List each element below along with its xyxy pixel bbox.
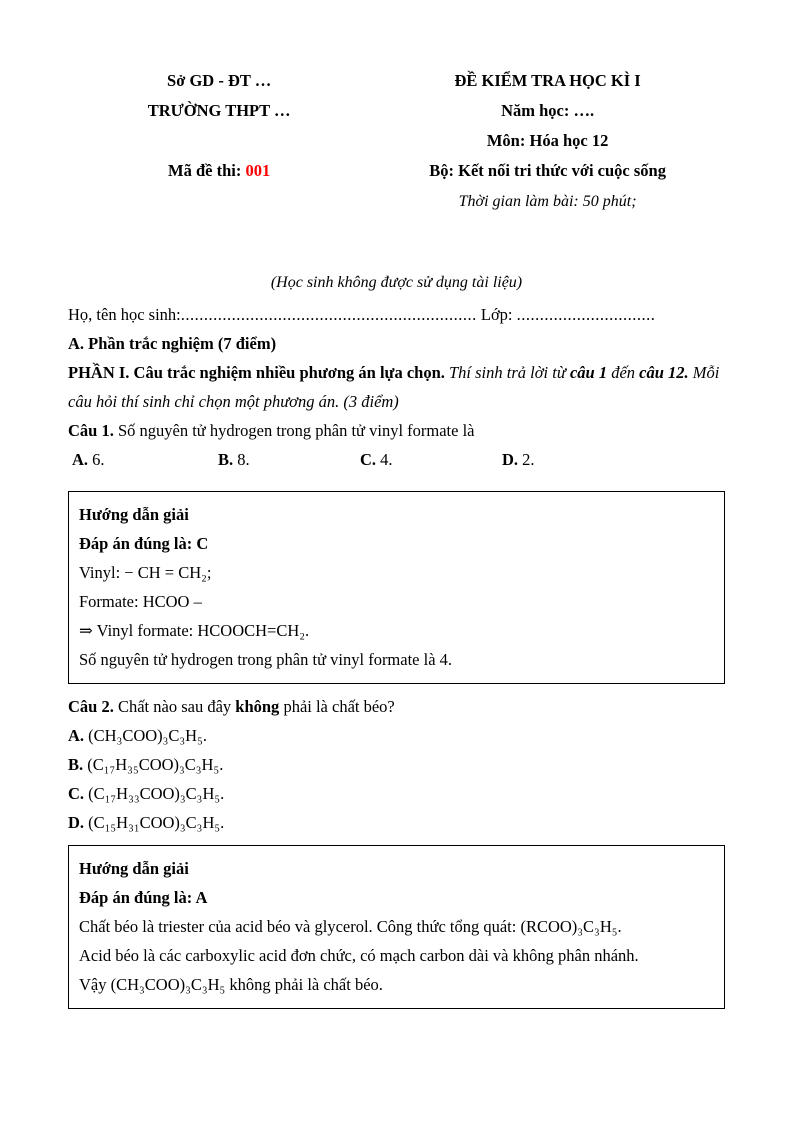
part-1-instr-3: Mỗi câu hỏi thí sinh chỉ chọn một phương án. (3 điểm): [68, 363, 720, 411]
question-2-stem: [68, 692, 728, 721]
school-year-line: Năm học: ….: [501, 101, 595, 120]
question-1-stem: [68, 416, 728, 445]
solution-line: Chất béo là triester của acid béo và glycerol. Công thức tổng quát: (RCOO)₃C₃H₅.: [79, 917, 622, 936]
solution-line: Acid béo là các carboxylic acid đơn chức, có mạch carbon dài và không phân nhánh.: [79, 946, 639, 965]
question-2-option-d[interactable]: [68, 808, 728, 837]
question-2-text-emphasis: không: [235, 697, 280, 716]
class-label: Lớp:: [480, 305, 513, 324]
student-name-dots: ................................................................: [180, 305, 477, 324]
exam-body: [68, 300, 728, 474]
option-letter: D.: [68, 813, 85, 832]
option-value: (C₁₅H₃₁COO)₃C₃H₅.: [88, 813, 225, 832]
header-row-4: [68, 156, 725, 186]
option-value: 4.: [380, 450, 393, 469]
option-value: 8.: [237, 450, 250, 469]
header-row-2: [68, 96, 725, 126]
header-row-1: [68, 66, 725, 96]
part-1-instr-1: Thí sinh trả lời từ: [449, 363, 566, 382]
header-row-5: [68, 186, 725, 217]
exam-title: ĐỀ KIỂM TRA HỌC KÌ I: [454, 71, 641, 90]
option-letter: B.: [218, 450, 234, 469]
header-row-3: [68, 126, 725, 156]
section-part-a: A. Phần trắc nghiệm (7 điểm): [68, 334, 277, 353]
question-2-text-post: phải là chất béo?: [283, 697, 395, 716]
question-1-option-b[interactable]: [218, 445, 250, 474]
question-2-option-b[interactable]: [68, 750, 728, 779]
school-department-line: Sở GD - ĐT …: [167, 71, 272, 90]
option-value: (CH₃COO)₃C₃H₅.: [88, 726, 207, 745]
option-value: (C₁₇H₃₃COO)₃C₃H₅.: [88, 784, 225, 803]
student-info-row: [68, 300, 728, 329]
duration-line: Thời gian làm bài: 50 phút;: [458, 193, 637, 210]
solution-answer-label: Đáp án đúng là: A: [79, 888, 208, 907]
solution-line: Vinyl: − CH = CH₂;: [79, 563, 212, 582]
part-1-heading: PHẦN I. Câu trắc nghiệm nhiều phương án lựa chọn.: [68, 363, 445, 382]
question-2-number: Câu 2.: [68, 697, 114, 716]
solution-line: Vậy (CH₃COO)₃C₃H₅ không phải là chất béo.: [79, 975, 383, 994]
question-2-text-pre: Chất nào sau đây: [117, 697, 232, 716]
part-1-range-start: câu 1: [569, 363, 608, 382]
question-1-solution-box: [68, 491, 725, 684]
student-name-label: Họ, tên học sinh:: [68, 305, 181, 324]
exam-code-line: [68, 156, 370, 186]
question-1-text: Số nguyên tử hydrogen trong phân tử vinyl formate là: [117, 421, 475, 440]
header-spacer-2: [68, 186, 370, 216]
exam-note: (Học sinh không được sử dụng tài liệu): [270, 274, 523, 291]
option-letter: C.: [68, 784, 85, 803]
subject-line: Môn: Hóa học 12: [486, 131, 609, 150]
question-1-options: [68, 445, 728, 474]
class-dots: ..............................: [516, 305, 656, 324]
solution-title: Hướng dẫn giải: [79, 505, 189, 524]
option-letter: B.: [68, 755, 84, 774]
solution-line: ⇒ Vinyl formate: HCOOCH=CH₂.: [79, 621, 310, 640]
curriculum-line: Bộ: Kết nối tri thức với cuộc sống: [429, 161, 666, 180]
document-header: [68, 66, 725, 217]
question-1-option-d[interactable]: [502, 445, 535, 474]
question-2-block: [68, 692, 728, 837]
question-1-option-c[interactable]: [360, 445, 393, 474]
solution-line: Số nguyên tử hydrogen trong phân tử vinyl formate là 4.: [79, 650, 453, 669]
option-letter: A.: [72, 450, 89, 469]
header-spacer-1: [68, 126, 370, 156]
solution-title: Hướng dẫn giải: [79, 859, 189, 878]
option-letter: D.: [502, 450, 519, 469]
part-1-range-end: câu 12.: [639, 363, 689, 382]
part-1-instr-2: đến: [611, 363, 636, 382]
section-part-1-instructions: [68, 358, 728, 416]
exam-code-label: Mã đề thi:: [168, 161, 242, 180]
option-value: 2.: [522, 450, 535, 469]
solution-line: Formate: HCOO –: [79, 592, 202, 611]
school-name-line: TRƯỜNG THPT …: [147, 101, 291, 120]
question-2-solution-box: [68, 845, 725, 1009]
option-letter: A.: [68, 726, 85, 745]
question-2-option-a[interactable]: [68, 721, 728, 750]
question-2-option-c[interactable]: [68, 779, 728, 808]
option-letter: C.: [360, 450, 377, 469]
exam-code-value: 001: [245, 161, 271, 180]
option-value: (C₁₇H₃₅COO)₃C₃H₅.: [87, 755, 224, 774]
question-1-number: Câu 1.: [68, 421, 114, 440]
option-value: 6.: [92, 450, 105, 469]
question-1-option-a[interactable]: [72, 445, 105, 474]
solution-answer-label: Đáp án đúng là: C: [79, 534, 209, 553]
